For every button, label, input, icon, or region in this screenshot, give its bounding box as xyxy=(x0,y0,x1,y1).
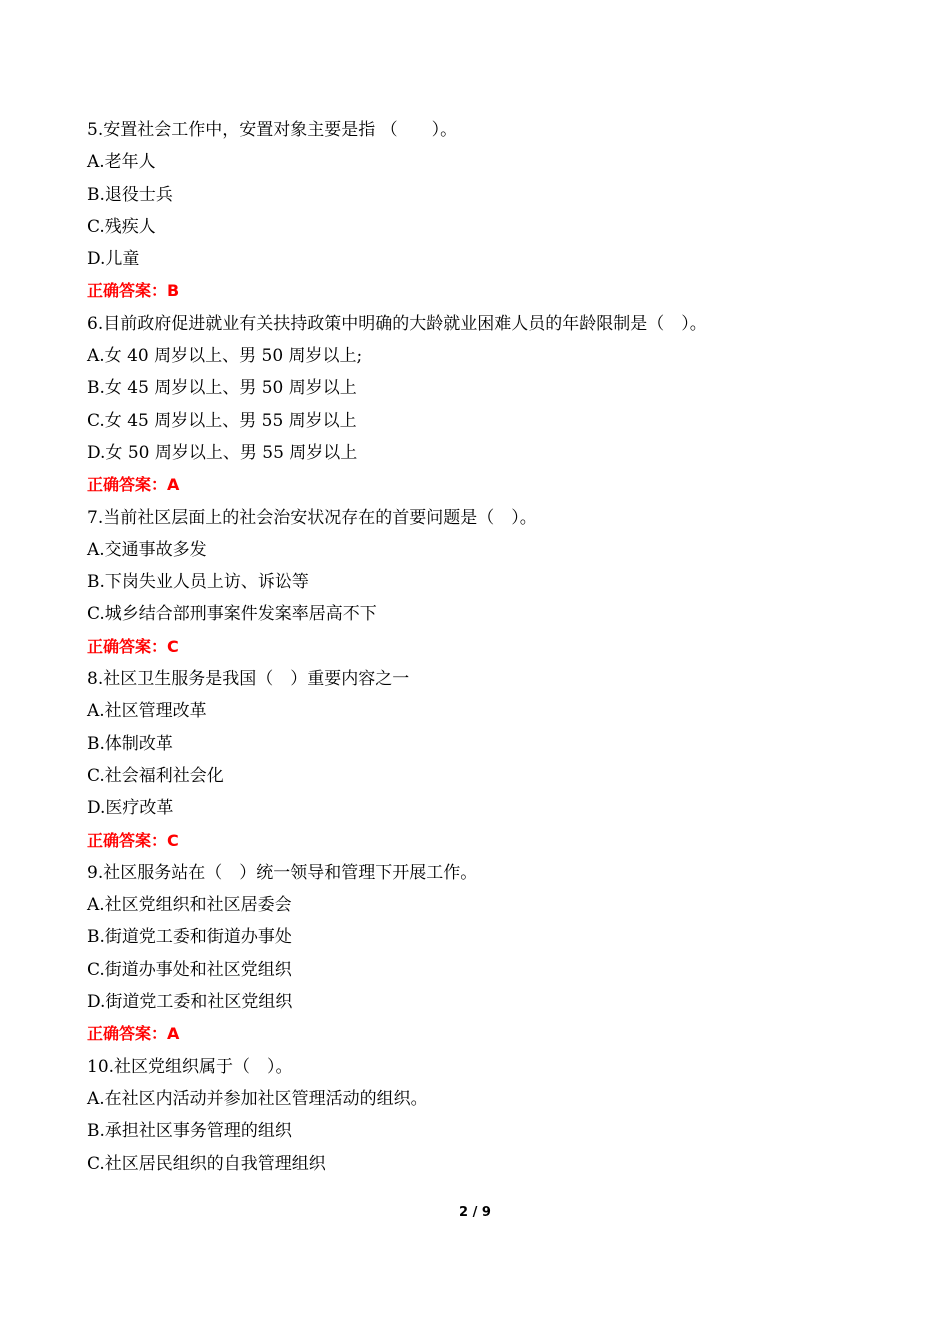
option-a: A.社区管理改革 xyxy=(87,701,207,722)
question-stem: 7.当前社区层面上的社会治安状况存在的首要问题是（ ）。 xyxy=(87,507,537,528)
option-a: A.老年人 xyxy=(87,152,156,173)
option-d: D.儿童 xyxy=(87,249,140,270)
option-a: A.女 40 周岁以上、男 50 周岁以上; xyxy=(87,346,363,367)
option-b: B.退役士兵 xyxy=(87,184,173,205)
question-stem: 8.社区卫生服务是我国（ ）重要内容之一 xyxy=(87,669,410,690)
option-b: B.体制改革 xyxy=(87,733,173,754)
page-indicator: 2 / 9 xyxy=(459,1205,491,1220)
option-c: C.社会福利社会化 xyxy=(87,765,224,786)
question-block xyxy=(87,308,867,502)
question-stem: 5.安置社会工作中，安置对象主要是指 （ ）。 xyxy=(87,120,458,140)
question-block xyxy=(87,1051,867,1180)
option-b: B.女 45 周岁以上、男 50 周岁以上 xyxy=(87,378,357,399)
option-b: B.下岗失业人员上访、诉讼等 xyxy=(87,572,309,593)
correct-answer: 正确答案：A xyxy=(87,1024,180,1044)
option-d: D.女 50 周岁以上、男 55 周岁以上 xyxy=(87,442,358,463)
option-d: D.街道党工委和社区党组织 xyxy=(87,992,293,1013)
option-c: C.残疾人 xyxy=(87,216,156,237)
option-a: A.在社区内活动并参加社区管理活动的组织。 xyxy=(87,1088,428,1109)
question-block xyxy=(87,502,867,663)
question-block xyxy=(87,857,867,1051)
correct-answer: 正确答案：C xyxy=(87,830,179,850)
option-d: D.医疗改革 xyxy=(87,798,174,819)
question-block xyxy=(87,663,867,857)
correct-answer: 正确答案：B xyxy=(87,281,180,301)
option-c: C.街道办事处和社区党组织 xyxy=(87,959,292,980)
option-a: A.交通事故多发 xyxy=(87,539,207,560)
question-stem: 9.社区服务站在（ ）统一领导和管理下开展工作。 xyxy=(87,862,478,883)
option-c: C.女 45 周岁以上、男 55 周岁以上 xyxy=(87,410,357,431)
option-c: C.城乡结合部刑事案件发案率居高不下 xyxy=(87,604,377,625)
question-stem: 10.社区党组织属于（ ）。 xyxy=(87,1056,293,1077)
question-stem: 6.目前政府促进就业有关扶持政策中明确的大龄就业困难人员的年龄限制是（ ）。 xyxy=(87,313,707,334)
option-b: B.承担社区事务管理的组织 xyxy=(87,1121,292,1142)
question-list xyxy=(87,114,867,1180)
option-a: A.社区党组织和社区居委会 xyxy=(87,895,292,916)
correct-answer: 正确答案：A xyxy=(87,475,180,495)
option-b: B.街道党工委和街道办事处 xyxy=(87,927,292,948)
option-c: C.社区居民组织的自我管理组织 xyxy=(87,1153,326,1174)
correct-answer: 正确答案：C xyxy=(87,636,179,656)
question-block xyxy=(87,114,867,308)
